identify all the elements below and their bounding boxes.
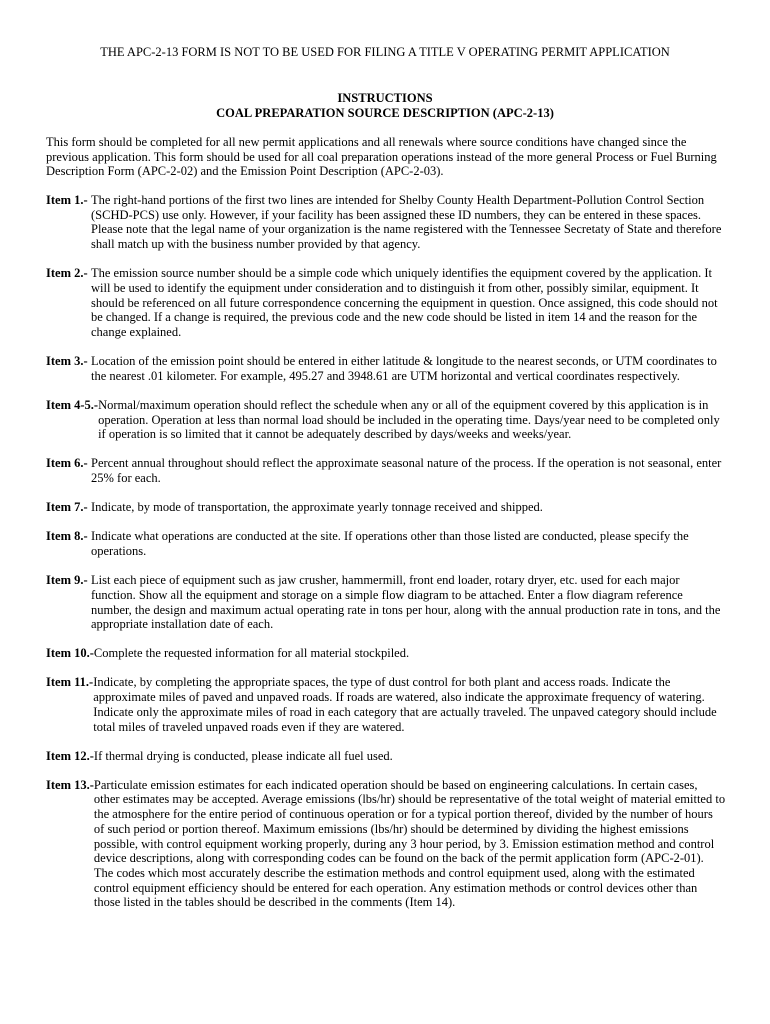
item-text: Location of the emission point should be entered in either latitude & longitude to the nearest seconds, or UTM coordinates to the nearest .01 kilometer. For example, 495.27 and 3948.61 are UTM horizontal and vertical coordinates respectively. <box>91 354 717 383</box>
intro-paragraph: This form should be completed for all new permit applications and all renewals where source conditions have changed since the previous application. This form should be used for all coal preparation operations instead of the more general Process or Fuel Burning Description Form (APC-2-02) and the Emission Point Description (APC-2-03). <box>46 135 717 179</box>
item-text: Indicate, by mode of transportation, the approximate yearly tonnage received and shipped. <box>91 500 543 515</box>
instruction-item-9 <box>46 573 726 632</box>
item-text: Indicate what operations are conducted at the site. If operations other than those listed are conducted, please specify the operations. <box>91 529 689 558</box>
instruction-item-11 <box>46 675 726 734</box>
item-label: Item 8.- <box>46 529 88 544</box>
instruction-item-2 <box>46 266 726 340</box>
item-text: The right-hand portions of the first two lines are intended for Shelby County Health Department-Pollution Control Section (SCHD-PCS) use only. However, if your facility has been assigned these ID numbers, they can be entered in these spaces. Please note that the legal name of your organization is the name registered with the Tennessee Secretaty of State and therefore shall match up with the business number provided by that agency. <box>91 193 722 252</box>
item-label: Item 4-5.- <box>46 397 99 412</box>
item-text: The emission source number should be a simple code which uniquely identifies the equipment covered by the application. It will be used to identify the equipment under consideration and to distinguish it from other, possibly similar, equipment. It should be referenced on all future correspondence concerning the equipment in question. Once assigned, this code should not be changed. If a change is required, the previous code and the new code should be listed in item 14 and the reason for the change explained. <box>91 266 718 340</box>
form-notice: THE APC-2-13 FORM IS NOT TO BE USED FOR FILING A TITLE V OPERATING PERMIT APPLICATION <box>100 45 670 59</box>
item-label: Item 11.- <box>46 675 94 690</box>
item-label: Item 6.- <box>46 456 88 471</box>
instruction-item-10 <box>46 646 726 661</box>
item-label: Item 3.- <box>46 354 88 369</box>
title-line-form-name: COAL PREPARATION SOURCE DESCRIPTION (APC-2-13) <box>216 106 554 120</box>
instruction-item-1 <box>46 193 726 252</box>
document-title <box>0 91 770 121</box>
instruction-item-7 <box>46 500 726 515</box>
item-label: Item 12.- <box>46 748 94 763</box>
instruction-item-3 <box>46 354 726 383</box>
instruction-items <box>46 193 726 924</box>
instruction-item-8 <box>46 529 726 558</box>
item-label: Item 13.- <box>46 777 94 792</box>
instruction-item-12 <box>46 749 726 764</box>
item-text: Percent annual throughout should reflect the approximate seasonal nature of the process. If the operation is not seasonal, enter 25% for each. <box>91 456 722 486</box>
item-text: Particulate emission estimates for each indicated operation should be based on engineering calculations. In certain cases, other estimates may be accepted. Average emissions (lbs/hr) should be representative of the total weight of material emitted to the atmosphere for the entire period of continuous operation or for a typical portion thereof, divided by the number of hours of such period or portion thereof. Maximum emissions (lbs/hr) should be determined by dividing the highest emissions possible, with control equipment working properly, during any 3 hour period, by 3. Emission estimation method and control device descriptions, along with corresponding codes can be found on the back of the permit application form (APC-2-01). The codes which most accurately describe the estimation methods and control equipment used, along with the estimated control equipment efficiency should be entered for each operation. Any estimation methods or control devices other than those listed in the tables should be described in the comments (Item 14). <box>93 777 726 910</box>
item-label: Item 2.- <box>46 266 88 281</box>
item-text: Indicate, by completing the appropriate spaces, the type of dust control for both plant and access roads. Indicate the approximate miles of paved and unpaved roads. If roads are watered, also indicate the approximate frequency of watering. Indicate only the approximate miles of road in each category that are actually traveled. The unpaved category should include total miles of traveled unpaved roads even if they are watered. <box>93 675 717 734</box>
item-text: List each piece of equipment such as jaw crusher, hammermill, front end loader, rotary dryer, etc. used for each major function. Show all the equipment and storage on a simple flow diagram to be attached. Enter a flow diagram reference number, the design and maximum actual operating rate in tons per hour, along with the annual production rate in tons, and the appropriate installation date of each. <box>91 573 721 632</box>
instruction-item-4-5 <box>46 398 726 442</box>
instruction-item-6 <box>46 456 726 485</box>
item-text: If thermal drying is conducted, please indicate all fuel used. <box>93 748 393 763</box>
item-text: Complete the requested information for all material stockpiled. <box>93 646 410 661</box>
item-label: Item 1.- <box>46 193 88 207</box>
item-label: Item 7.- <box>46 500 88 515</box>
item-label: Item 10.- <box>46 646 94 661</box>
title-line-instructions: INSTRUCTIONS <box>337 91 433 105</box>
item-text: Normal/maximum operation should reflect the schedule when any or all of the equipment covered by this application is in operation. Operation at less than normal load should be included in the operating time. Days/year need to be completed only if operation is so limited that it cannot be adequately described by days/weeks and weeks/year. <box>98 397 720 442</box>
item-label: Item 9.- <box>46 573 88 588</box>
instruction-item-13 <box>46 778 726 910</box>
